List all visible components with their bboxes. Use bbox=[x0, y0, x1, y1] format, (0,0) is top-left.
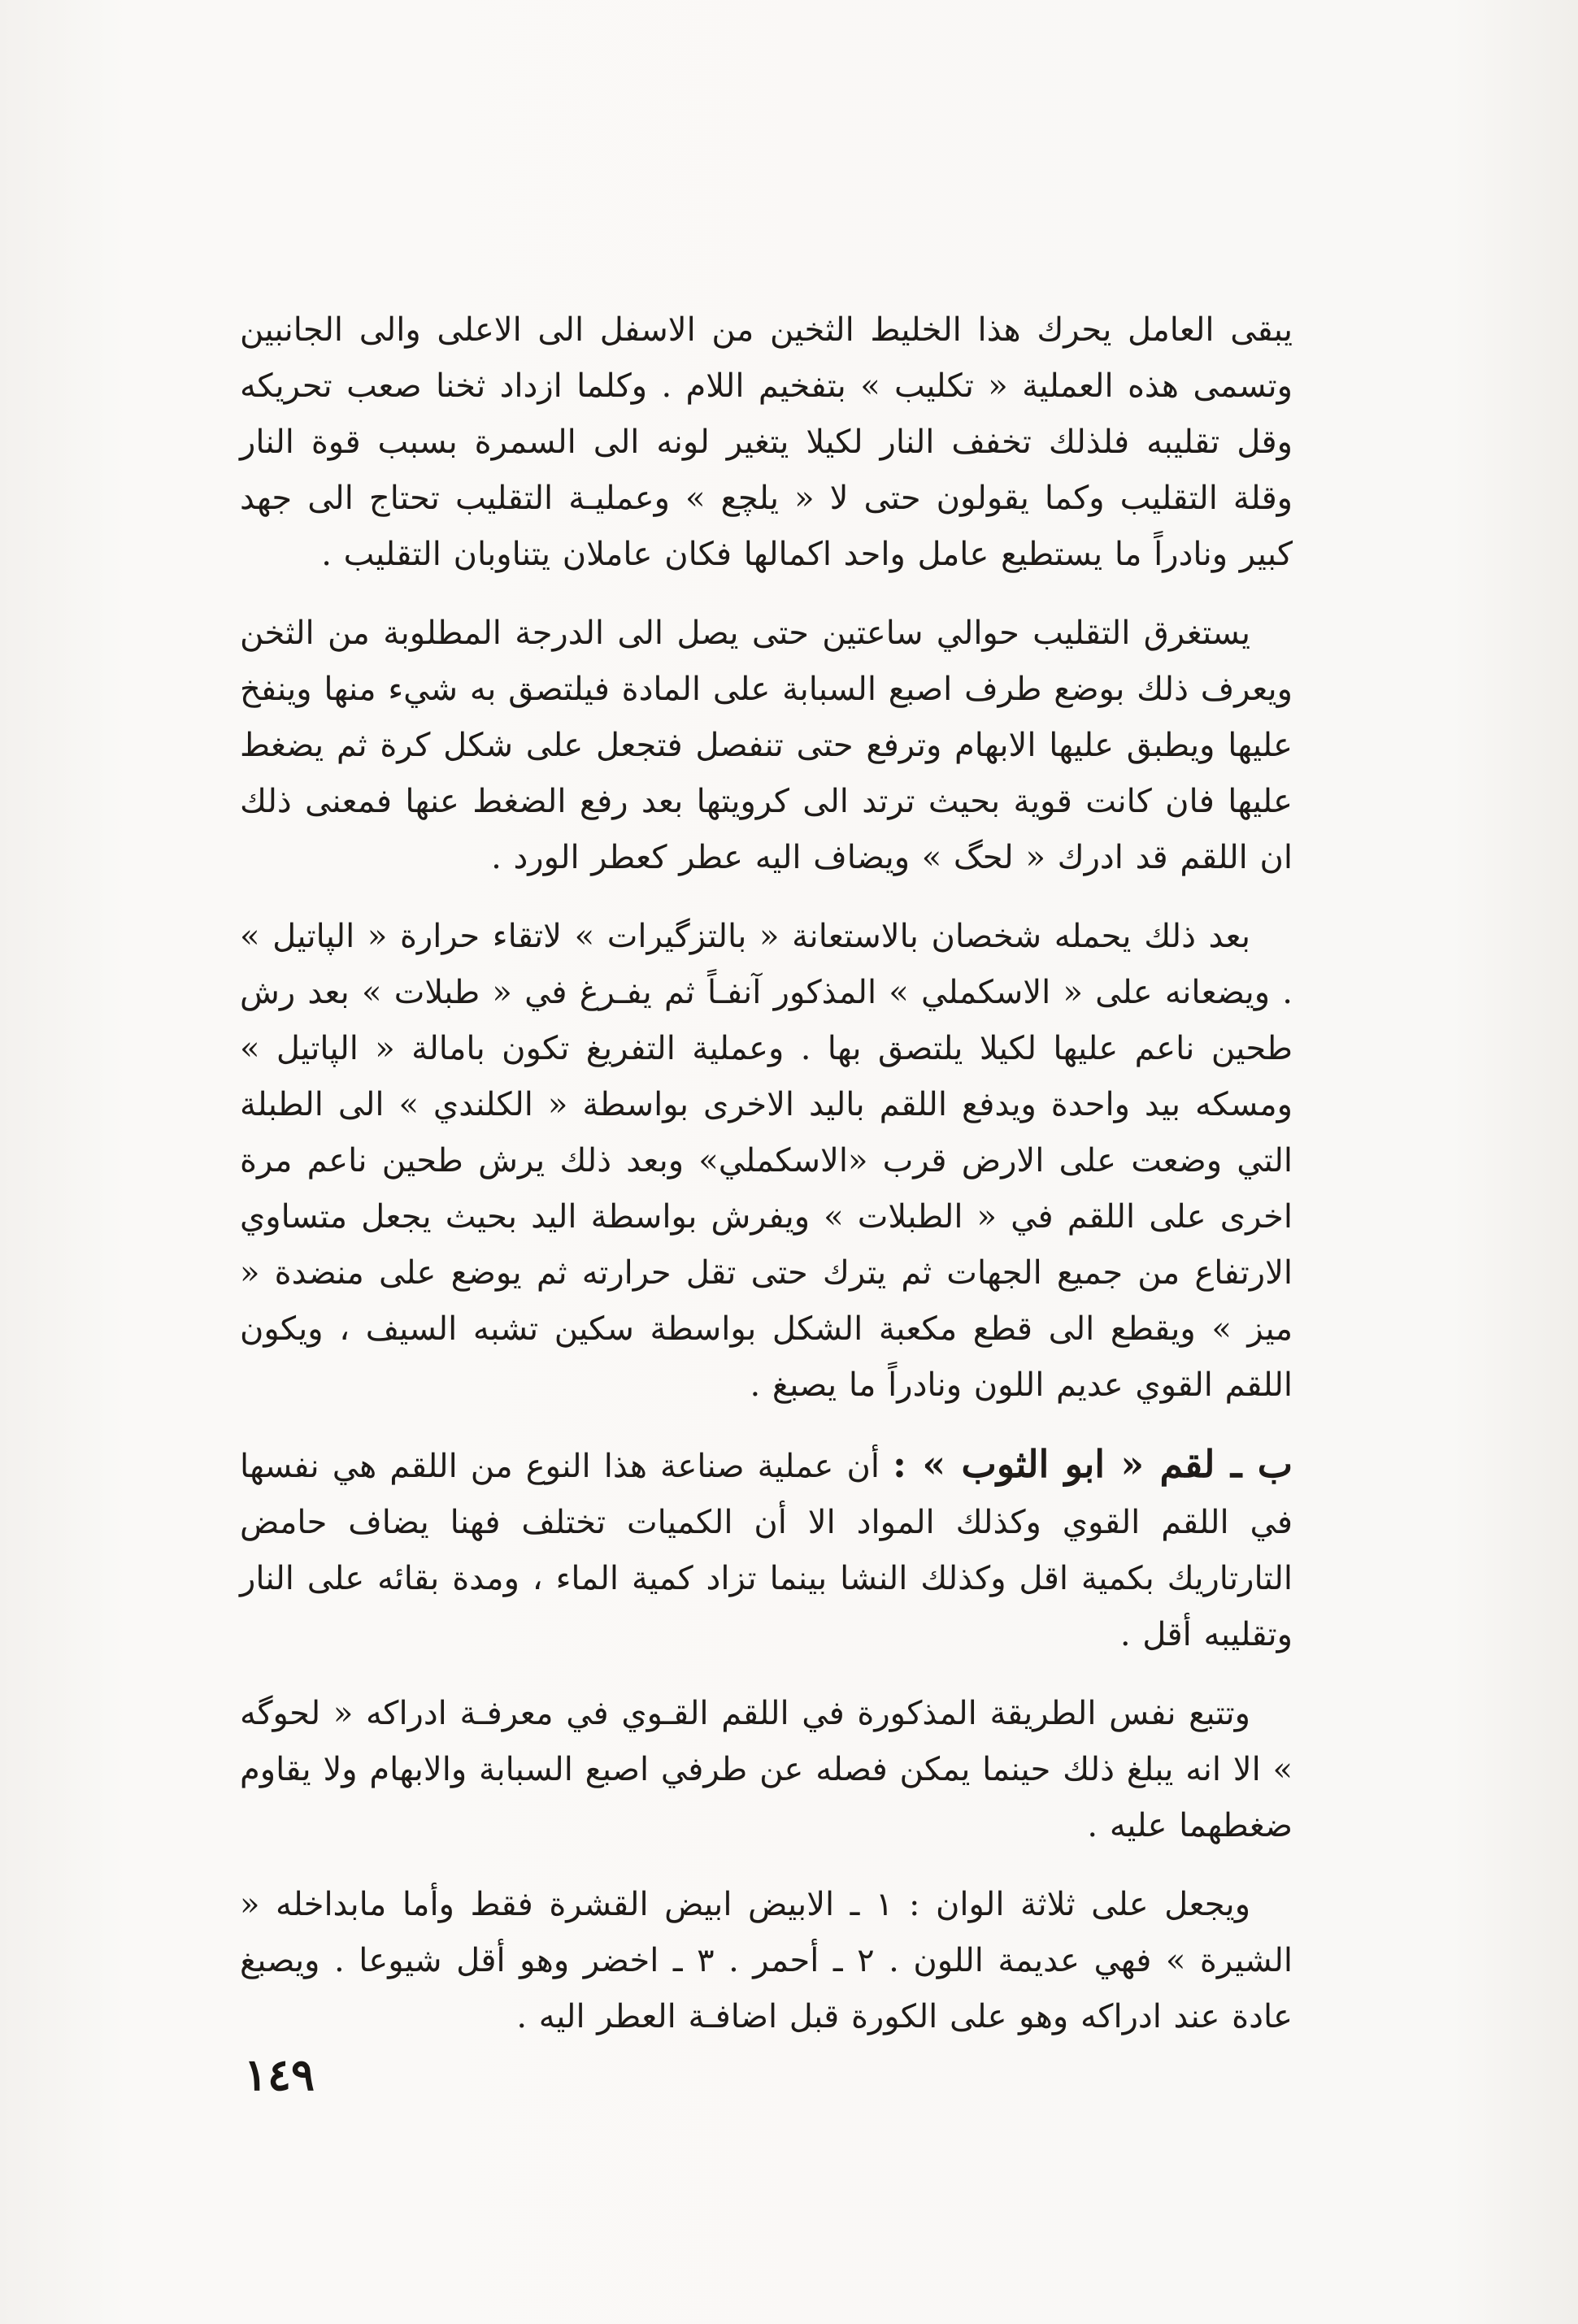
section-b-heading: ب ـ لقم « ابو الثوب » : bbox=[893, 1442, 1293, 1486]
paragraph-6: ويجعل على ثلاثة الوان : ١ ـ الابيض ابيض القشرة فقط وأما مابداخله « الشيرة » فهي عديمة اللون . ٢ ـ أحمر . ٣ ـ اخضر وهو أقل شيوعا . ويصبغ عادة عند ادراكه وهو على الكورة قبل اضافـة العطر اليه . bbox=[240, 1886, 1293, 2035]
paragraph-5: وتتبع نفس الطريقة المذكورة في اللقم القـوي في معرفـة ادراكه « لحوگه » الا انه يبلغ ذلك حينما يمكن فصله عن طرفي اصبع السبابة والابهام ولا يقاوم ضغطهما عليه . bbox=[240, 1695, 1293, 1844]
paragraph-section-b bbox=[240, 1436, 1293, 1663]
paragraph-3: بعد ذلك يحمله شخصان بالاستعانة « بالتزگيرات » لاتقاء حرارة « الپاتيل » . ويضعانه على « الاسكملي » المذكور آنفـاً ثم يفـرغ في « طبلات » بعد رش طحين ناعم عليها لكيلا يلتصق بها . وعملية التفريغ تكون بامالة « الپاتيل » ومسكه بيد واحدة ويدفع اللقم باليد الاخرى بواسطة « الكلندي » الى الطبلة التي وضعت على الارض قرب «الاسكملي» وبعد ذلك يرش طحين ناعم مرة اخرى على اللقم في « الطبلات » ويفرش بواسطة اليد بحيث يجعل متساوي الارتفاع من جميع الجهات ثم يترك حتى تقل حرارته ثم يوضع على منضدة « ميز » ويقطع الى قطع مكعبة الشكل بواسطة سكين تشبه السيف ، ويكون اللقم القوي عديم اللون ونادراً ما يصبغ . bbox=[240, 918, 1293, 1404]
page-number: ١٤٩ bbox=[244, 2048, 315, 2100]
paragraph-2: يستغرق التقليب حوالي ساعتين حتى يصل الى الدرجة المطلوبة من الثخن ويعرف ذلك بوضع طرف اصبع السبابة على المادة فيلتصق به شيء منها وينفخ عليها ويطبق عليها الابهام وترفع حتى تنفصل فتجعل على شكل كرة ثم يضغط عليها فان كانت قوية بحيث ترتد الى كرويتها بعد رفع الضغط عنها فمعنى ذلك ان اللقم قد ادرك « لحگ » ويضاف اليه عطر كعطر الورد . bbox=[240, 615, 1293, 876]
paragraph-1: يبقى العامل يحرك هذا الخليط الثخين من الاسفل الى الاعلى والى الجانبين وتسمى هذه العملية « تكليب » بتفخيم اللام . وكلما ازداد ثخنا صعب تحريكه وقل تقليبه فلذلك تخفف النار لكيلا يتغير لونه الى السمرة بسبب قوة النار وقلة التقليب وكما يقولون حتى لا « يلچع » وعمليـة التقليب تحتاج الى جهد كبير ونادراً ما يستطيع عامل واحد اكمالها فكان عاملان يتناوبان التقليب . bbox=[240, 311, 1293, 573]
section-b-body: أن عملية صناعة هذا النوع من اللقم هي نفسها في اللقم القوي وكذلك المواد الا أن الكميات تختلف فهنا يضاف حامض التارتاريك بكمية اقل وكذلك النشا بينما تزاد كمية الماء ، ومدة بقائه على النار وتقليبه أقل . bbox=[240, 1448, 1293, 1653]
body-text bbox=[240, 302, 1293, 2068]
